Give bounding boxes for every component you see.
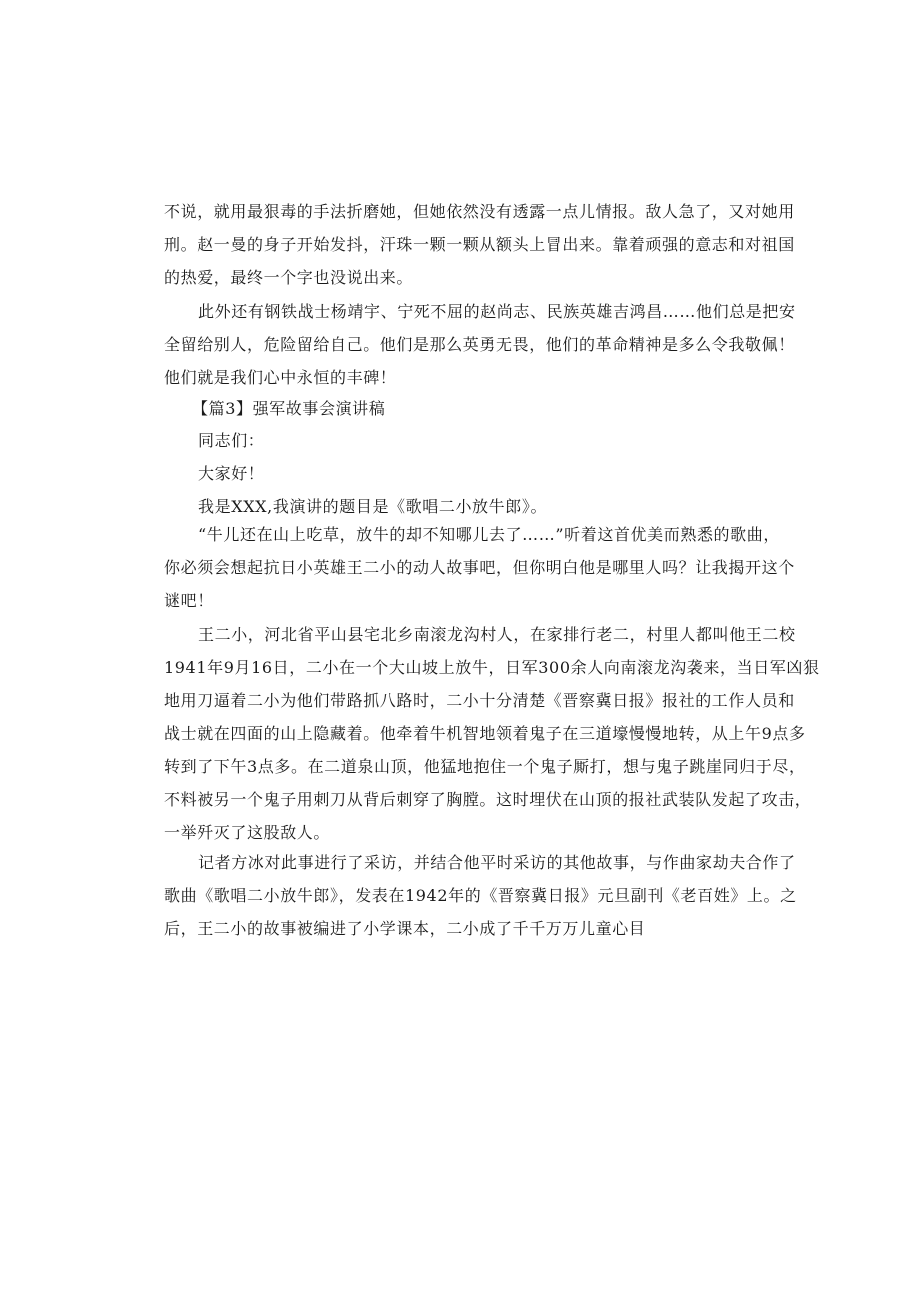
paragraph-song-intro — [164, 518, 795, 617]
text-line: 你必须会想起抗日小英雄王二小的动人故事吧，但你明白他是哪里人吗？让我揭开这个 — [164, 558, 795, 577]
text-line: 全留给别人，危险留给自己。他们是那么英勇无畏，他们的革命精神是多么令我敬佩！ — [164, 335, 795, 354]
text-line: 转到了下午3点多。在二道泉山顶，他猛地抱住一个鬼子厮打，想与鬼子跳崖同归于尽， — [164, 757, 806, 776]
salutation: 同志们： — [198, 431, 265, 450]
greeting: 大家好！ — [198, 464, 265, 483]
text-line: 王二小，河北省平山县宅北乡南滚龙沟村人，在家排行老二，村里人都叫他王二校 — [198, 625, 796, 644]
text-line: 不料被另一个鬼子用刺刀从背后刺穿了胸膛。这时埋伏在山顶的报社武装队发起了攻击， — [164, 790, 812, 809]
section-title: 【篇3】强军故事会演讲稿 — [192, 399, 386, 418]
text-line: 此外还有钢铁战士杨靖宇、宁死不屈的赵尚志、民族英雄吉鸿昌……他们总是把安 — [198, 302, 796, 321]
text-line: 谜吧！ — [164, 591, 214, 610]
text-line: 一举歼灭了这股敌人。 — [164, 823, 331, 842]
text-line: 他们就是我们心中永恒的丰碑！ — [164, 368, 397, 387]
paragraph-zhao-yiman — [164, 195, 795, 294]
paragraph-reporter — [164, 846, 797, 945]
text-line: 记者方冰对此事进行了采访，并结合他平时采访的其他故事，与作曲家劫夫合作了 — [198, 853, 796, 872]
text-line: 后，王二小的故事被编进了小学课本，二小成了千千万万儿童心目 — [164, 919, 646, 938]
text-line: 战士就在四面的山上隐藏着。他牵着牛机智地领着鬼子在三道壕慢慢地转，从上午9点多 — [164, 724, 806, 743]
text-line: 的热爱，最终一个字也没说出来。 — [164, 268, 414, 287]
text-line: 地用刀逼着二小为他们带路抓八路时，二小十分清楚《晋察冀日报》报社的工作人员和 — [164, 691, 795, 710]
section-heading — [164, 392, 758, 425]
speech-topic: 我是XXX,我演讲的题目是《歌唱二小放牛郎》。 — [198, 497, 548, 516]
text-line: “牛儿还在山上吃草，放牛的却不知哪儿去了……”听着这首优美而熟悉的歌曲， — [198, 525, 780, 544]
text-line: 1941年9月16日，二小在一个大山坡上放牛，日军300余人向南滚龙沟袭来，当日军凶狠 — [164, 658, 820, 677]
text-line: 刑。赵一曼的身子开始发抖，汗珠一颗一颗从额头上冒出来。靠着顽强的意志和对祖国 — [164, 235, 795, 254]
paragraph-wang-erxiao — [164, 618, 820, 849]
text-line: 不说，就用最狠毒的手法折磨她，但她依然没有透露一点儿情报。敌人急了，又对她用 — [164, 202, 795, 221]
paragraph-heroes — [164, 295, 796, 394]
text-line: 歌曲《歌唱二小放牛郎》，发表在1942年的《晋察冀日报》元旦副刊《老百姓》上。之 — [164, 886, 797, 905]
greeting-block — [164, 424, 758, 523]
